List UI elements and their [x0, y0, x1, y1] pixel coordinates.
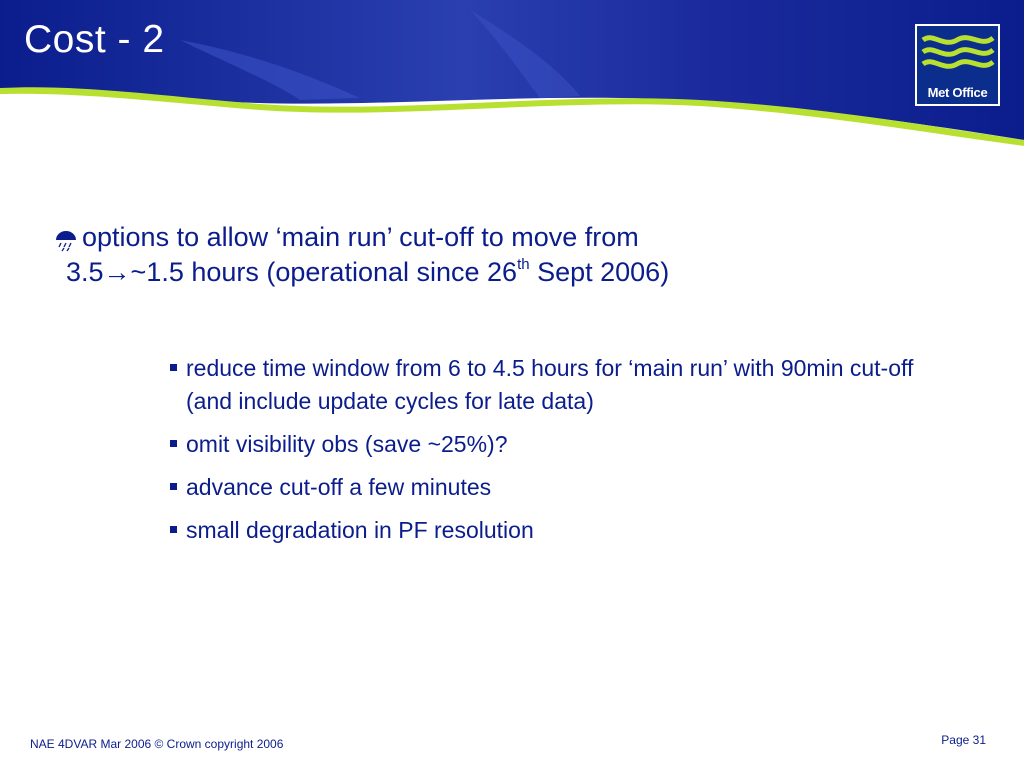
sub-bullet-item [168, 428, 948, 461]
sub-bullet-item [168, 352, 948, 418]
main-bullet-line-1: options to allow ‘main run’ cut-off to move from [82, 222, 639, 252]
cutoff-to-text: ~1.5 hours (operational since 26 [130, 257, 518, 287]
main-bullet [54, 220, 914, 290]
main-bullet-line-2 [66, 255, 914, 290]
sub-bullet-text: advance cut-off a few minutes [186, 474, 492, 500]
ordinal-suffix: th [517, 256, 530, 273]
right-arrow-icon: → [103, 257, 131, 287]
slide-header [0, 0, 1024, 150]
operational-date-text: Sept 2006) [529, 257, 670, 287]
sub-bullet-list [168, 352, 948, 557]
logo-text: Met Office [927, 85, 988, 100]
rain-cloud-icon [54, 226, 78, 261]
square-bullet-icon [170, 483, 177, 490]
square-bullet-icon [170, 364, 177, 371]
sub-bullet-item [168, 471, 948, 504]
slide-title: Cost - 2 [24, 18, 165, 61]
square-bullet-icon [170, 526, 177, 533]
footer-copyright: NAE 4DVAR Mar 2006 © Crown copyright 2006 [30, 737, 284, 751]
square-bullet-icon [170, 440, 177, 447]
wave-logo-icon [917, 26, 998, 82]
met-office-logo [915, 24, 1000, 106]
sub-bullet-item [168, 514, 948, 547]
sub-bullet-text: small degradation in PF resolution [186, 517, 534, 543]
cutoff-from-value: 3.5 [66, 257, 104, 287]
sub-bullet-text: omit visibility obs (save ~25%)? [186, 431, 508, 457]
page-number: Page 31 [941, 733, 986, 747]
sub-bullet-text: reduce time window from 6 to 4.5 hours for ‘main run’ with 90min cut-off (and include update cycles for late data) [186, 355, 914, 414]
